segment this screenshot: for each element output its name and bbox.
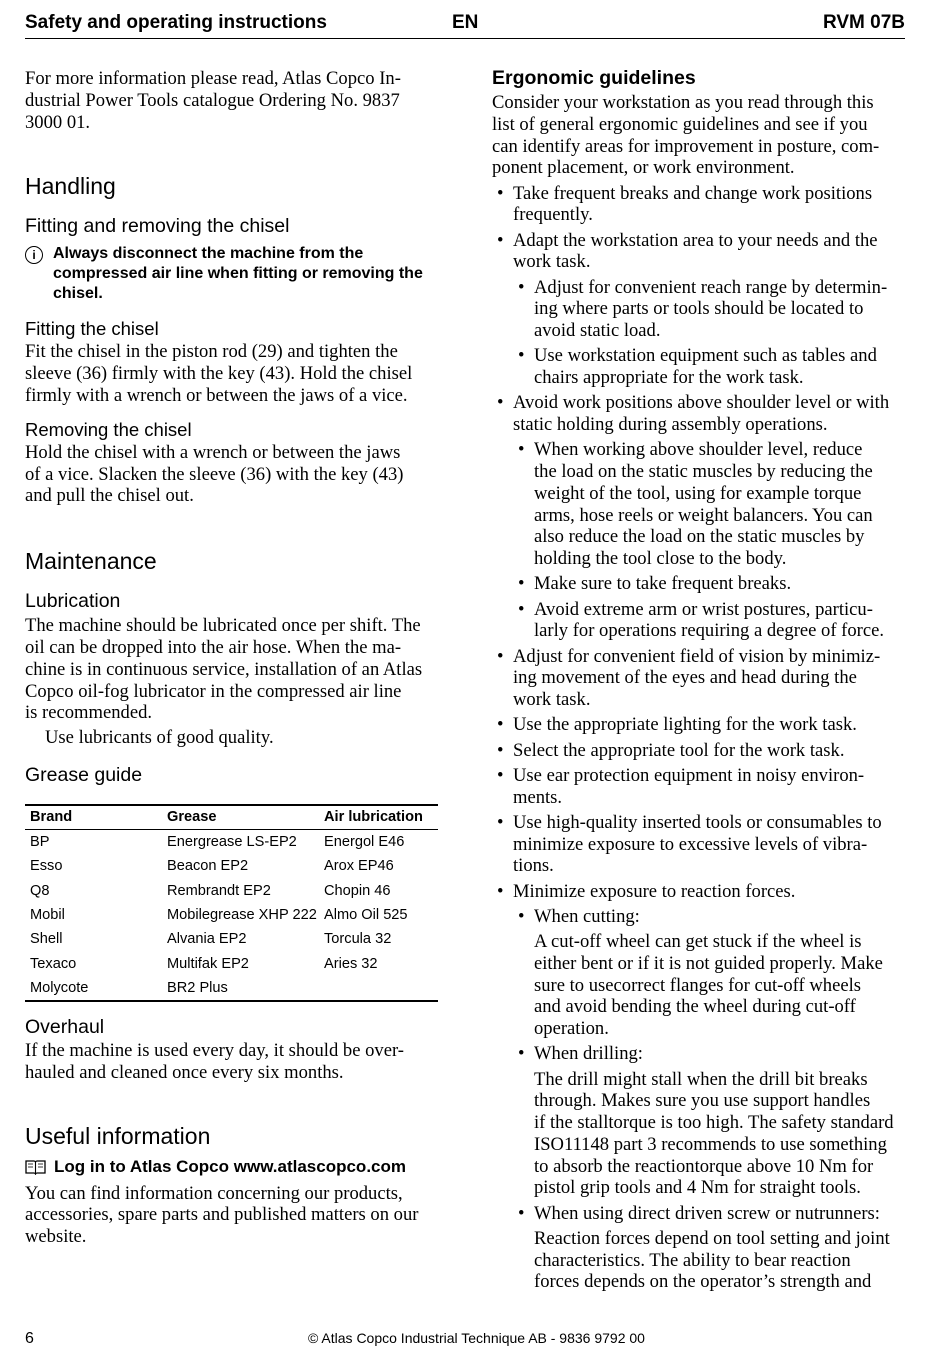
table-row [25, 976, 438, 1001]
table-cell: Mobil [30, 906, 65, 923]
list-item: • When drilling: [492, 1043, 906, 1065]
note-text: Always disconnect the machine from the compressed air line when fitting or removing the chisel. [53, 245, 423, 303]
table-row [25, 879, 438, 903]
table-cell: Q8 [30, 882, 50, 899]
right-column [492, 66, 906, 1293]
sub-guideline-list [492, 1203, 906, 1225]
section-maintenance: Maintenance [25, 548, 157, 575]
guideline-list [492, 392, 906, 436]
table-cell: Molycote [25, 976, 162, 1001]
table-cell: Chopin 46 [324, 882, 391, 899]
sub-guideline-list [492, 277, 906, 389]
overhaul-text: If the machine is used every day, it should be over- hauled and cleaned once every six months. [25, 1040, 404, 1083]
table-row [25, 903, 438, 927]
list-item: • Take frequent breaks and change work positions frequently. [492, 183, 906, 227]
table-cell: BR2 Plus [162, 976, 319, 1001]
column-header: Grease [162, 805, 319, 830]
list-item: • Make sure to take frequent breaks. [492, 573, 906, 595]
table-cell: Texaco [30, 955, 77, 972]
table-row [25, 951, 438, 975]
column-header: Brand [25, 805, 162, 830]
fitting-text: Fit the chisel in the piston rod (29) and tighten the sleeve (36) firmly with the key (43). Hold the chisel firmly with a wrench or between the jaws of a vice. [25, 341, 413, 406]
header-language: EN [452, 12, 479, 33]
list-item: • Avoid work positions above shoulder level or with static holding during assembly operations. [492, 392, 906, 436]
removing-text: Hold the chisel with a wrench or between the jaws of a vice. Slacken the sleeve (36) with the key (43) and pull the chisel out. [25, 441, 404, 507]
lubricants-note: Use lubricants of good quality. [45, 727, 274, 749]
sub-guideline-list [492, 1043, 906, 1065]
grease-table [25, 804, 438, 1002]
table-cell: Arox EP46 [324, 858, 394, 875]
table-cell: Energrease LS-EP2 [167, 834, 297, 851]
page-number: 6 [25, 1330, 34, 1347]
login-line [25, 1156, 440, 1178]
nutrunner-text: Reaction forces depend on tool setting and joint characteristics. The ability to bear reaction forces depends on the operator’s strength and [534, 1227, 890, 1293]
table-cell: Esso [30, 858, 63, 875]
list-item: • Adjust for convenient reach range by determin- ing where parts or tools should be located to avoid static load. [492, 277, 906, 342]
table-row [25, 927, 438, 951]
subsection-removing-chisel: Removing the chisel [25, 418, 192, 440]
intro-text: For more information please read, Atlas Copco In- dustrial Power Tools catalogue Ordering No. 9837 3000 01. [25, 68, 401, 133]
table-cell: Beacon EP2 [167, 858, 249, 875]
table-cell: Energol E46 [324, 834, 405, 851]
subsection-grease-guide: Grease guide [25, 763, 143, 786]
header-model: RVM 07B [822, 12, 905, 33]
list-item: • When using direct driven screw or nutrunners: [492, 1203, 906, 1225]
table-cell: Shell [30, 931, 63, 948]
table-cell: Multifak EP2 [167, 955, 249, 972]
left-column [25, 66, 440, 1248]
sub-guideline-list [492, 439, 906, 642]
list-item: • Adjust for convenient field of vision by minimiz- ing movement of the eyes and head during the work task. [492, 646, 906, 711]
list-item: • Use ear protection equipment in noisy environ- ments. [492, 765, 906, 809]
table-cell: BP [30, 834, 50, 851]
book-icon [25, 1159, 46, 1175]
login-text: Log in to Atlas Copco www.atlascopco.com [54, 1156, 406, 1176]
list-item: • Use workstation equipment such as tables and chairs appropriate for the work task. [492, 345, 906, 389]
table-cell: Rembrandt EP2 [167, 882, 271, 899]
table-cell: Aries 32 [324, 955, 378, 972]
sub-guideline-list [492, 906, 906, 928]
drilling-text: The drill might stall when the drill bit breaks through. Makes sure you use support handles if the stalltorque is too high. The safety standard ISO11148 part 3 recommends to use something to absorb the reactiontorque above 10 Nm for pistol grip tools and 4 Nm for straight tools. [534, 1068, 894, 1199]
subsection-overhaul: Overhaul [25, 1016, 105, 1039]
cutting-text: A cut-off wheel can get stuck if the wheel is either bent or if it is not guided properly. Make sure to usecorrect flanges for cut-off wheels and avoid bending the wheel during cut-off operation. [534, 930, 883, 1040]
section-useful-information: Useful information [25, 1122, 211, 1149]
info-icon: i [25, 246, 43, 264]
list-item: • Select the appropriate tool for the work task. [492, 740, 906, 762]
table-row [25, 829, 438, 854]
list-item: • When working above shoulder level, reduce the load on the static muscles by reducing the weight of the tool, using for example torque arms, hose reels or weight balancers. You can also reduce the load on the static muscles by holding the tool close to the body. [492, 439, 906, 570]
subsection-fitting-removing: Fitting and removing the chisel [25, 215, 290, 238]
ergonomic-intro: Consider your workstation as you read through this list of general ergonomic guidelines and see if you can identify areas for improvement in posture, com- ponent placement, or work environment. [492, 92, 880, 179]
table-header-row [25, 805, 438, 830]
table-cell: Mobilegrease XHP 222 [167, 906, 317, 923]
table-row [25, 854, 438, 878]
column-header: Air lubrication [319, 805, 438, 830]
safety-note [25, 244, 440, 304]
copyright-line: © Atlas Copco Industrial Technique AB - 9836 9792 00 [308, 1330, 645, 1346]
list-item: • Adapt the workstation area to your needs and the work task. [492, 230, 906, 274]
list-item: • Minimize exposure to reaction forces. [492, 881, 906, 903]
list-item: • Use the appropriate lighting for the work task. [492, 714, 906, 736]
list-item: • When cutting: [492, 906, 906, 928]
table-cell [319, 976, 438, 1001]
table-cell: Alvania EP2 [167, 931, 247, 948]
section-handling: Handling [25, 173, 116, 200]
useful-text: You can find information concerning our products, accessories, spare parts and published matters on our website. [25, 1182, 419, 1248]
page-header [25, 8, 905, 39]
lubrication-text: The machine should be lubricated once per shift. The oil can be dropped into the air hose. When the ma- chine is in continuous service, installation of an Atlas Copco oil-fog lubricator in the compressed air line is recommended. [25, 615, 423, 724]
section-ergonomic-guidelines: Ergonomic guidelines [492, 67, 696, 89]
list-item: • Avoid extreme arm or wrist postures, particu- larly for operations requiring a degree of force. [492, 599, 906, 643]
header-title: Safety and operating instructions [25, 12, 327, 33]
table-cell: Almo Oil 525 [324, 906, 408, 923]
subsection-fitting-chisel: Fitting the chisel [25, 318, 159, 340]
guideline-list [492, 646, 906, 903]
subsection-lubrication: Lubrication [25, 590, 121, 613]
table-cell: Torcula 32 [324, 931, 392, 948]
list-item: • Use high-quality inserted tools or consumables to minimize exposure to excessive levels of vibra- tions. [492, 812, 906, 877]
guideline-list [492, 183, 906, 274]
